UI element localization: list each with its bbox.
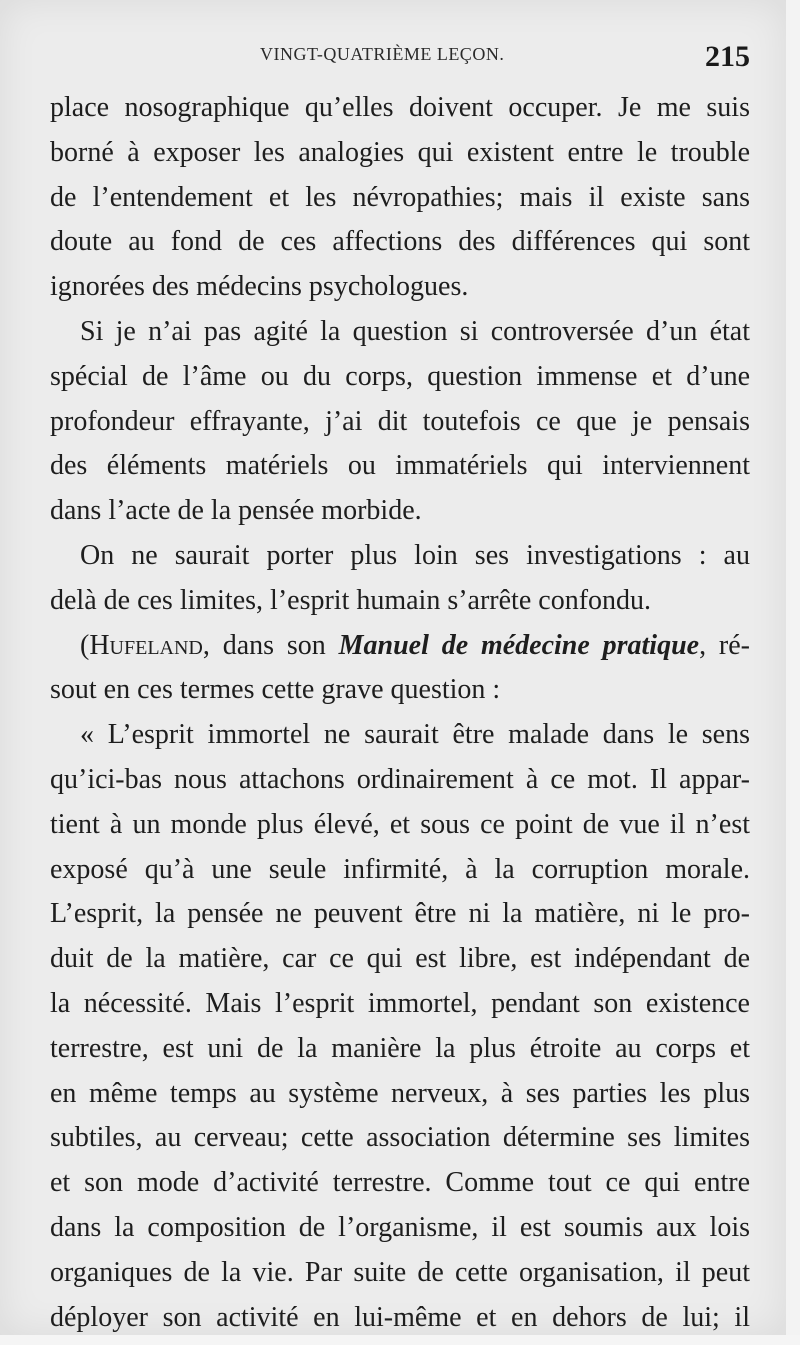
running-head [50,40,750,74]
body-text [50,86,750,1340]
text-line: qu’ici-bas nous attachons ordinairement à ce mot. Il appar- [50,763,750,795]
text-line: de l’entendement et les névropathies; mais il existe sans [50,181,750,213]
text-fragment: , ré- [699,629,750,661]
author-name: Hufeland [89,629,203,661]
text-line: exposé qu’à une seule infirmité, à la corruption morale. [50,853,750,885]
text-line: spécial de l’âme ou du corps, question immense et d’une [50,360,750,392]
text-line: dans la composition de l’organisme, il est soumis aux lois [50,1211,750,1243]
text-line: profondeur effrayante, j’ai dit toutefois ce que je pensais [50,405,750,437]
text-line: On ne saurait porter plus loin ses investigations : au [80,539,750,571]
text-line: ignorées des médecins psychologues. [50,271,469,303]
text-line: déployer son activité en lui-même et en dehors de lui; il [50,1301,750,1333]
page-edge [786,0,800,1345]
text-line-hufeland [50,624,750,669]
text-line: Si je n’ai pas agité la question si controversée d’un état [80,315,750,347]
text-line: place nosographique qu’elles doivent occuper. Je me suis [50,92,750,123]
running-head-title: VINGT-QUATRIÈME LEÇON. [260,44,505,64]
text-line: en même temps au système nerveux, à ses parties les plus [50,1077,750,1109]
text-line: subtiles, au cerveau; cette association détermine ses limites [50,1122,750,1154]
text-line: borné à exposer les analogies qui existent entre le trouble [50,136,750,168]
text-line: tient à un monde plus élevé, et sous ce point de vue il n’est [50,808,750,840]
open-paren: ( [80,629,90,661]
text-line: duit de la matière, car ce qui est libre, est indépendant de [50,943,750,975]
text-line: sout en ces termes cette grave question : [50,674,501,706]
book-title: Manuel de médecine pratique [338,629,700,661]
text-line: delà de ces limites, l’esprit humain s’arrête confondu. [50,584,652,616]
text-line: des éléments matériels ou immatériels qui interviennent [50,450,750,482]
text-line: la nécessité. Mais l’esprit immortel, pendant son existence [50,987,750,1019]
text-line: « L’esprit immortel ne saurait être malade dans le sens [80,719,750,751]
text-line: terrestre, est uni de la manière la plus étroite au corps et [50,1032,750,1064]
page-number: 215 [705,40,750,73]
page-bottom-edge [0,1335,800,1345]
text-fragment: , dans son [202,629,339,661]
text-line: doute au fond de ces affections des différences qui sont [50,226,750,258]
text-line: dans l’acte de la pensée morbide. [50,495,422,527]
text-line: et son mode d’activité terrestre. Comme tout ce qui entre [50,1167,750,1199]
text-line: organiques de la vie. Par suite de cette organisation, il peut [50,1256,750,1288]
text-line: L’esprit, la pensée ne peuvent être ni la matière, ni le pro- [50,898,750,930]
